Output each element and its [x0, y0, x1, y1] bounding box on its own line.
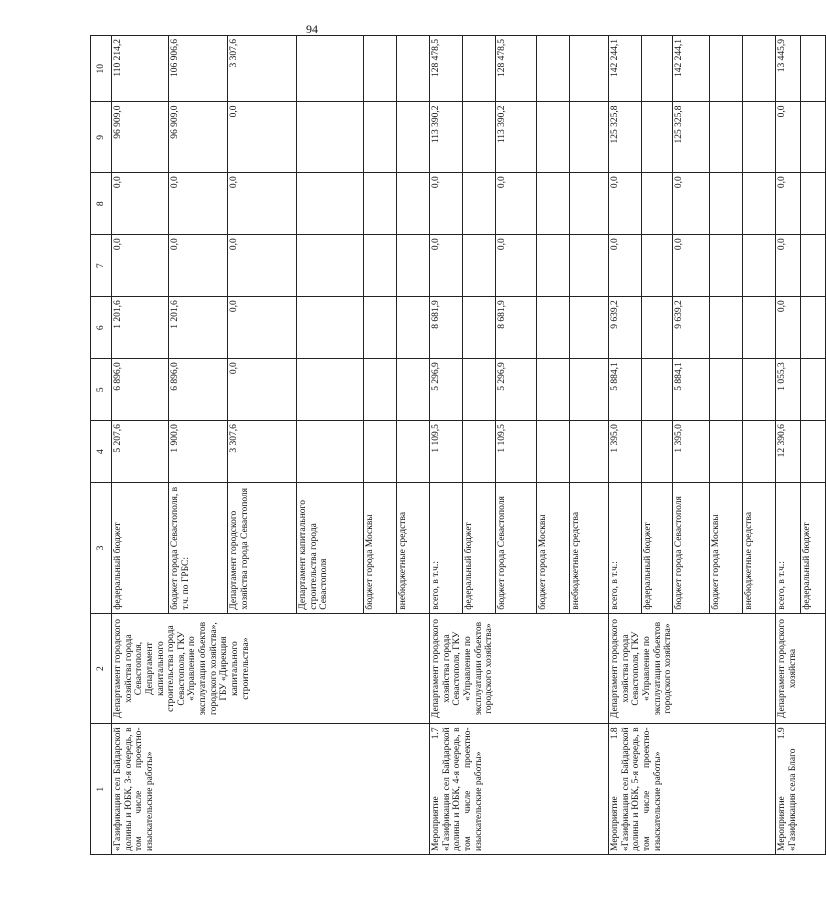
header-cell: 1: [91, 724, 112, 855]
value-cell: 9 639,2: [609, 297, 642, 359]
rotated-table-area: [90, 35, 812, 855]
value-cell: [463, 421, 496, 483]
value-cell: 0,0: [228, 102, 297, 173]
value-cell: 0,0: [776, 173, 801, 235]
value-cell: 5 296,9: [430, 359, 463, 421]
activity-cell: Мероприятие 1.9 «Газификация села Благо: [776, 724, 826, 855]
value-cell: [570, 235, 609, 297]
value-cell: [463, 173, 496, 235]
value-cell: [801, 235, 826, 297]
value-cell: [463, 359, 496, 421]
value-cell: [743, 421, 776, 483]
value-cell: 96 909,0: [169, 102, 228, 173]
source-cell: бюджет города Севастополя, в т.ч. по ГРБС:: [169, 483, 228, 614]
source-cell: внебюджетные средства: [397, 483, 430, 614]
value-cell: [364, 102, 397, 173]
value-cell: 6 896,0: [112, 359, 169, 421]
table-row: [776, 36, 801, 855]
header-cell: 6: [91, 297, 112, 359]
value-cell: [801, 36, 826, 102]
value-cell: 0,0: [112, 173, 169, 235]
value-cell: 0,0: [169, 173, 228, 235]
value-cell: [297, 359, 364, 421]
value-cell: [364, 359, 397, 421]
source-cell: всего, в т.ч.:: [430, 483, 463, 614]
value-cell: 0,0: [430, 235, 463, 297]
value-cell: [710, 36, 743, 102]
value-cell: 6 896,0: [169, 359, 228, 421]
value-cell: 3 307,6: [228, 36, 297, 102]
value-cell: [570, 36, 609, 102]
value-cell: [801, 297, 826, 359]
value-cell: [537, 297, 570, 359]
value-cell: 5 296,9: [496, 359, 537, 421]
value-cell: [743, 235, 776, 297]
value-cell: 0,0: [228, 359, 297, 421]
value-cell: [743, 102, 776, 173]
value-cell: [297, 102, 364, 173]
source-cell: всего, в т.ч.:: [609, 483, 642, 614]
executor-cell: Департамент городского хозяйства города Севастополя, Департамент капитального строительства города Севастополя, ГКУ «Управление по эксплуатации объектов городского хозяйства», ГБУ «Дирекция капитального строительства»: [112, 613, 430, 724]
value-cell: [570, 297, 609, 359]
value-cell: [537, 173, 570, 235]
value-cell: 0,0: [776, 235, 801, 297]
value-cell: [364, 297, 397, 359]
executor-cell: Департамент городского хозяйства: [776, 613, 826, 724]
value-cell: 0,0: [776, 297, 801, 359]
header-cell: 3: [91, 483, 112, 614]
value-cell: [297, 297, 364, 359]
value-cell: 9 639,2: [673, 297, 710, 359]
rotated-table-wrapper: [90, 35, 812, 855]
header-row: [91, 36, 112, 855]
value-cell: [297, 421, 364, 483]
value-cell: 0,0: [228, 235, 297, 297]
value-cell: [570, 359, 609, 421]
table-row: [430, 36, 463, 855]
activity-cell: «Газификация сел Байдарской долины и ЮБК, 3-я очередь, в том числе проектно-изыскательские работы»: [112, 724, 430, 855]
value-cell: [364, 421, 397, 483]
value-cell: [364, 173, 397, 235]
value-cell: [710, 359, 743, 421]
source-cell: федеральный бюджет: [112, 483, 169, 614]
value-cell: 0,0: [673, 235, 710, 297]
source-cell: всего, в т.ч.:: [776, 483, 801, 614]
value-cell: 5 884,1: [609, 359, 642, 421]
source-cell: федеральный бюджет: [642, 483, 673, 614]
source-cell: бюджет города Москвы: [364, 483, 397, 614]
value-cell: 3 307,6: [228, 421, 297, 483]
value-cell: [537, 102, 570, 173]
value-cell: [710, 297, 743, 359]
value-cell: 0,0: [609, 173, 642, 235]
value-cell: 0,0: [228, 173, 297, 235]
value-cell: 1 109,5: [430, 421, 463, 483]
executor-cell: Департамент городского хозяйства города Севастополя, ГКУ «Управление по эксплуатации объектов городского хозяйства»: [430, 613, 609, 724]
value-cell: [297, 173, 364, 235]
value-cell: [743, 36, 776, 102]
value-cell: 128 478,5: [496, 36, 537, 102]
budget-table: [90, 35, 826, 855]
value-cell: [463, 235, 496, 297]
value-cell: 1 900,0: [169, 421, 228, 483]
value-cell: [743, 297, 776, 359]
header-cell: 4: [91, 421, 112, 483]
source-cell: федеральный бюджет: [801, 483, 826, 614]
value-cell: [397, 173, 430, 235]
value-cell: [364, 235, 397, 297]
value-cell: [642, 173, 673, 235]
value-cell: 12 390,6: [776, 421, 801, 483]
value-cell: [642, 359, 673, 421]
value-cell: 113 390,2: [496, 102, 537, 173]
value-cell: [397, 235, 430, 297]
value-cell: 106 906,6: [169, 36, 228, 102]
value-cell: [801, 421, 826, 483]
page-number: 94: [306, 22, 318, 36]
value-cell: 0,0: [496, 173, 537, 235]
value-cell: [642, 235, 673, 297]
value-cell: [642, 421, 673, 483]
value-cell: 0,0: [430, 173, 463, 235]
value-cell: 8 681,9: [496, 297, 537, 359]
table-row: [609, 36, 642, 855]
value-cell: 96 909,0: [112, 102, 169, 173]
header-cell: 10: [91, 36, 112, 102]
value-cell: 125 325,8: [673, 102, 710, 173]
header-cell: 8: [91, 173, 112, 235]
source-cell: внебюджетные средства: [570, 483, 609, 614]
source-cell: внебюджетные средства: [743, 483, 776, 614]
value-cell: 8 681,9: [430, 297, 463, 359]
value-cell: 142 244,1: [609, 36, 642, 102]
value-cell: [710, 102, 743, 173]
value-cell: [463, 102, 496, 173]
value-cell: [710, 173, 743, 235]
value-cell: 142 244,1: [673, 36, 710, 102]
source-cell: бюджет города Севастополя: [673, 483, 710, 614]
value-cell: 0,0: [496, 235, 537, 297]
value-cell: 1 109,5: [496, 421, 537, 483]
header-cell: 2: [91, 613, 112, 724]
value-cell: 0,0: [776, 102, 801, 173]
value-cell: 1 201,6: [169, 297, 228, 359]
value-cell: 0,0: [673, 173, 710, 235]
header-cell: 9: [91, 102, 112, 173]
value-cell: 5 884,1: [673, 359, 710, 421]
executor-cell: Департамент городского хозяйства города Севастополя, ГКУ «Управление по эксплуатации объектов городского хозяйства»: [609, 613, 776, 724]
value-cell: [642, 36, 673, 102]
value-cell: 1 395,0: [609, 421, 642, 483]
source-cell: Департамент городского хозяйства города Севастополя: [228, 483, 297, 614]
value-cell: [397, 102, 430, 173]
value-cell: [537, 235, 570, 297]
value-cell: 110 214,2: [112, 36, 169, 102]
value-cell: 1 201,6: [112, 297, 169, 359]
value-cell: [801, 102, 826, 173]
value-cell: 1 395,0: [673, 421, 710, 483]
value-cell: 128 478,5: [430, 36, 463, 102]
value-cell: [570, 173, 609, 235]
value-cell: [642, 102, 673, 173]
value-cell: [397, 421, 430, 483]
value-cell: 5 207,6: [112, 421, 169, 483]
activity-cell: Мероприятие 1.7 «Газификация сел Байдарской долины и ЮБК, 4-я очередь, в том числе проектно-изыскательские работы»: [430, 724, 609, 855]
value-cell: [743, 359, 776, 421]
value-cell: [642, 297, 673, 359]
value-cell: [463, 297, 496, 359]
value-cell: [537, 359, 570, 421]
value-cell: 13 445,9: [776, 36, 801, 102]
value-cell: [570, 421, 609, 483]
source-cell: бюджет города Севастополя: [496, 483, 537, 614]
value-cell: [463, 36, 496, 102]
value-cell: 125 325,8: [609, 102, 642, 173]
header-cell: 7: [91, 235, 112, 297]
value-cell: [710, 235, 743, 297]
value-cell: [297, 235, 364, 297]
source-cell: Департамент капитального строительства города Севастополя: [297, 483, 364, 614]
source-cell: федеральный бюджет: [463, 483, 496, 614]
header-cell: 5: [91, 359, 112, 421]
value-cell: [537, 36, 570, 102]
value-cell: 0,0: [228, 297, 297, 359]
value-cell: [710, 421, 743, 483]
activity-cell: Мероприятие 1.8 «Газификация сел Байдарской долины и ЮБК, 5-я очередь, в том числе проектно-изыскательские работы»: [609, 724, 776, 855]
value-cell: 0,0: [169, 235, 228, 297]
table-row: [112, 36, 169, 855]
source-cell: бюджет города Москвы: [537, 483, 570, 614]
source-cell: бюджет города Москвы: [710, 483, 743, 614]
value-cell: 0,0: [609, 235, 642, 297]
value-cell: [397, 359, 430, 421]
value-cell: [364, 36, 397, 102]
table-body: [91, 36, 826, 855]
value-cell: [801, 173, 826, 235]
value-cell: [743, 173, 776, 235]
value-cell: [570, 102, 609, 173]
value-cell: 113 390,2: [430, 102, 463, 173]
value-cell: 0,0: [112, 235, 169, 297]
value-cell: [397, 297, 430, 359]
value-cell: [397, 36, 430, 102]
value-cell: [297, 36, 364, 102]
value-cell: [537, 421, 570, 483]
value-cell: [801, 359, 826, 421]
value-cell: 1 055,3: [776, 359, 801, 421]
